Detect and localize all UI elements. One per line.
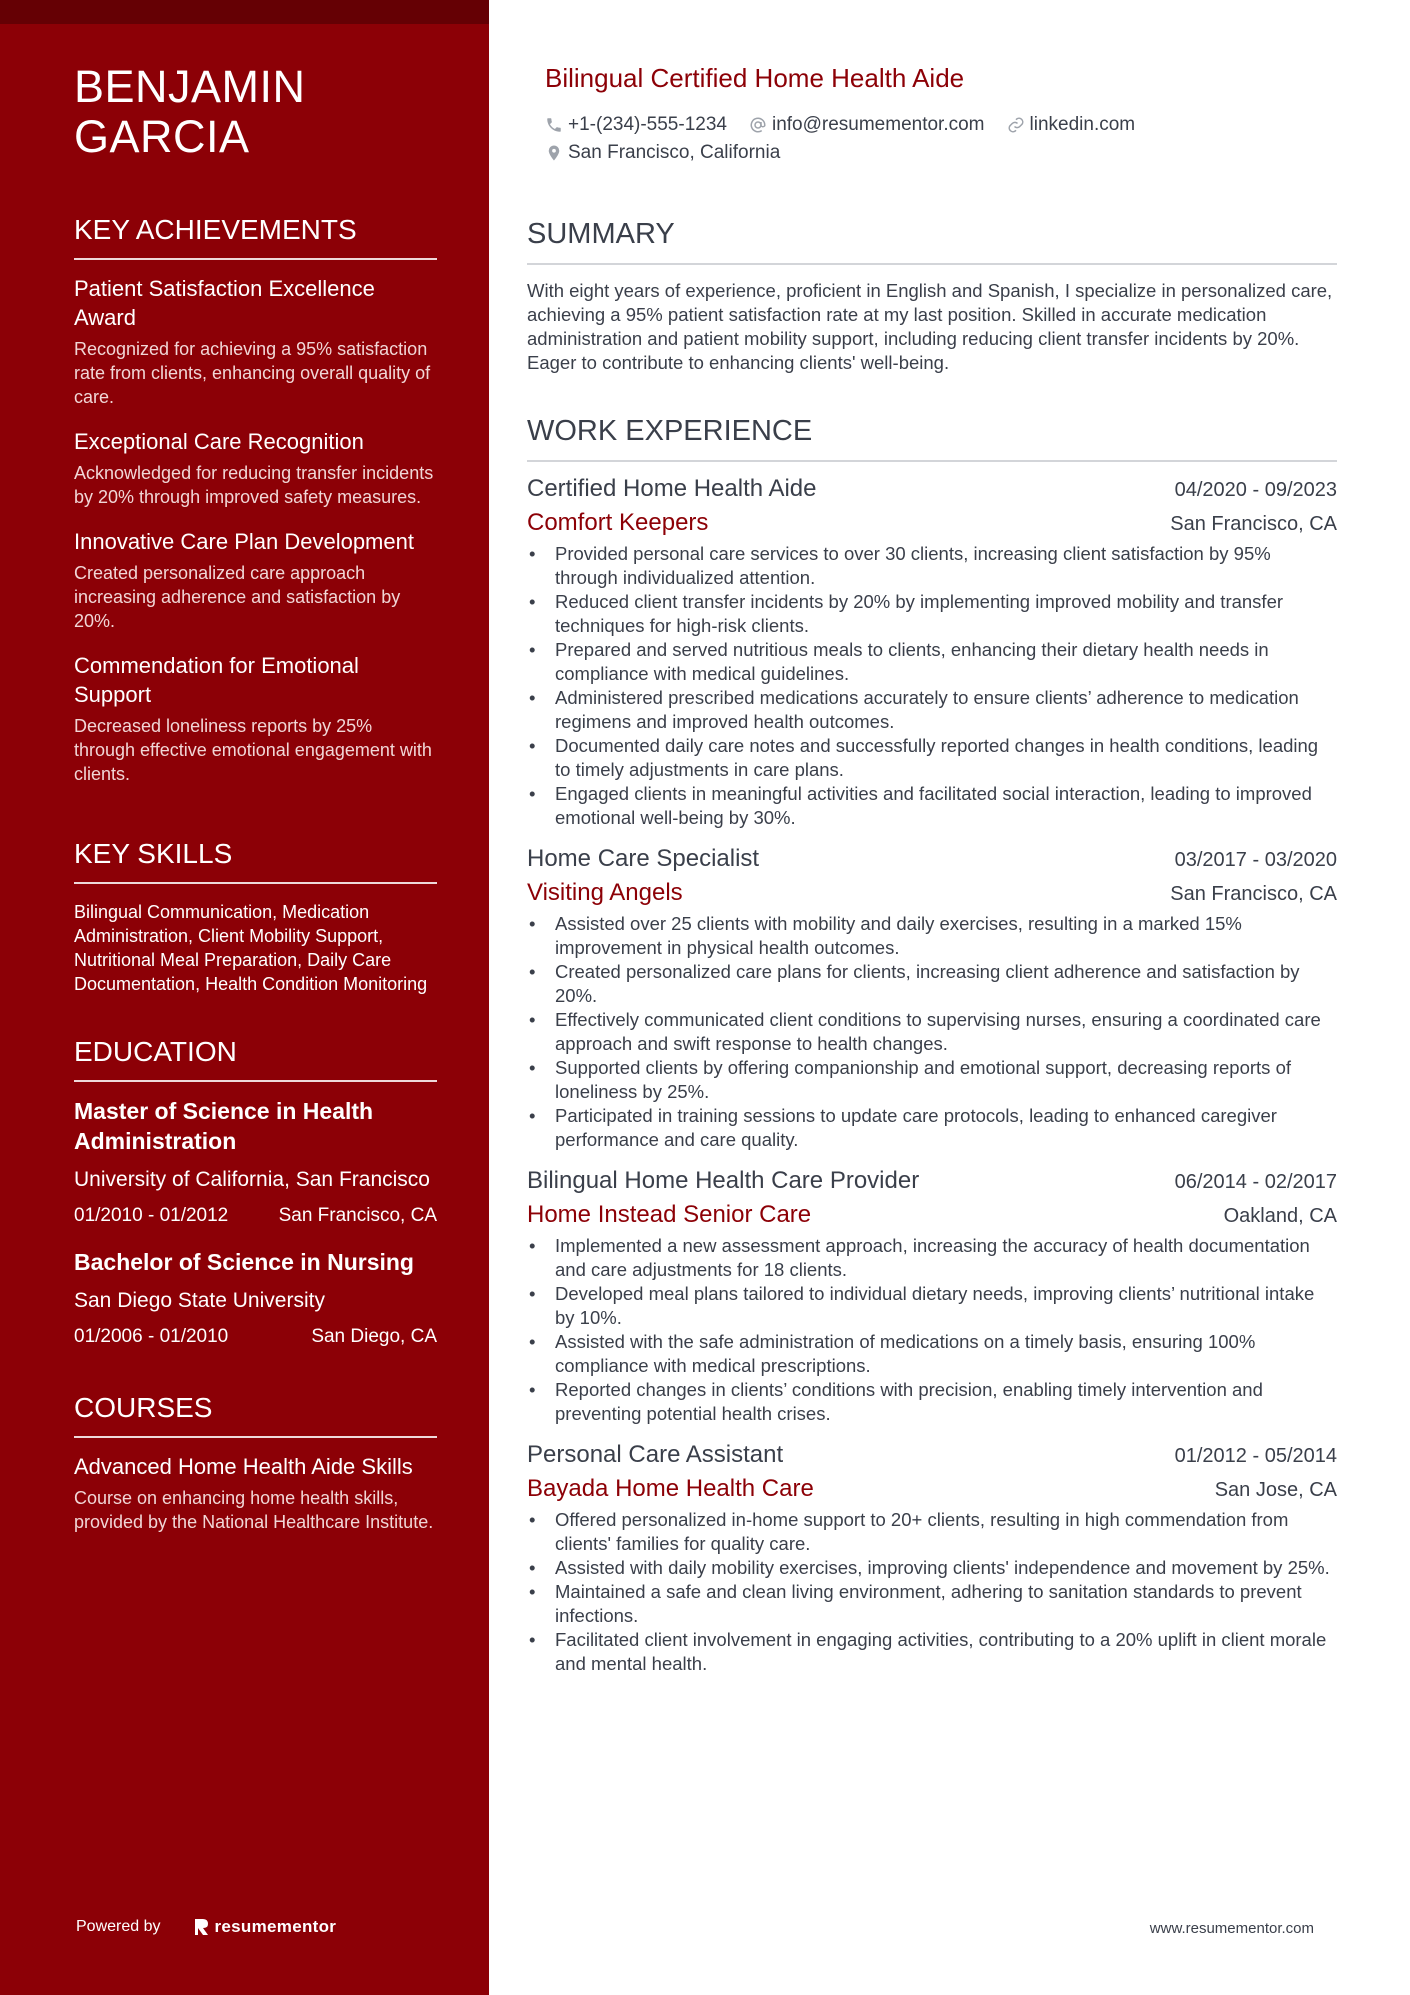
summary-heading: SUMMARY [527, 218, 1337, 265]
job-bullet: • Supported clients by offering companionship and emotional support, decreasing reports of loneliness by 25%. [527, 1056, 1337, 1104]
achievements-section [74, 214, 437, 786]
job-bullet: • Provided personal care services to over 30 clients, increasing client satisfaction by 95% through individualized attention. [527, 542, 1337, 590]
sidebar [0, 0, 489, 1995]
job-dates: 04/2020 - 09/2023 [1174, 479, 1337, 501]
job-dates: 01/2012 - 05/2014 [1174, 1445, 1337, 1467]
job-company: Visiting Angels [527, 879, 683, 906]
education-location: San Francisco, CA [278, 1205, 437, 1226]
job-title: Home Care Specialist [527, 845, 760, 872]
education-school: San Diego State University [74, 1289, 325, 1312]
job-bullet: • Engaged clients in meaningful activities and facilitated social interaction, leading to improved emotional well-being by 30%. [527, 782, 1337, 830]
skills-list: Bilingual Communication, Medication Administration, Client Mobility Support, Nutritional Meal Preparation, Daily Care Documentation, Health Condition Monitoring [74, 902, 428, 994]
job-bullet: • Assisted with daily mobility exercises, improving clients' independence and movement by 25%. [527, 1556, 1337, 1580]
course-item [74, 1452, 437, 1534]
job-bullet: • Administered prescribed medications accurately to ensure clients’ adherence to medication regimens and improved health outcomes. [527, 686, 1337, 734]
email-contact[interactable] [749, 114, 985, 136]
job-company: Comfort Keepers [527, 509, 709, 536]
job-location: San Francisco, CA [1170, 513, 1337, 535]
job-bullet: • Reduced client transfer incidents by 20% by implementing improved mobility and transfer techniques for high-risk clients. [527, 590, 1337, 638]
skills-heading: KEY SKILLS [74, 838, 437, 884]
education-item [74, 1096, 437, 1227]
job-bullets [527, 1234, 1337, 1426]
job-bullet: • Implemented a new assessment approach, increasing the accuracy of health documentation and care adjustments for 18 clients. [527, 1234, 1337, 1282]
achievement-item [74, 651, 437, 786]
job-location: San Francisco, CA [1170, 883, 1337, 905]
at-icon [749, 116, 767, 134]
job-bullets [527, 542, 1337, 830]
achievement-title: Commendation for Emotional Support [74, 653, 359, 707]
job-entry [527, 472, 1337, 830]
job-bullet: • Developed meal plans tailored to individual dietary needs, improving clients’ nutritional intake by 10%. [527, 1282, 1337, 1330]
achievement-title: Exceptional Care Recognition [74, 429, 364, 454]
education-item [74, 1247, 437, 1348]
achievements-heading: KEY ACHIEVEMENTS [74, 214, 437, 260]
education-dates: 01/2006 - 01/2010 [74, 1326, 229, 1347]
job-bullet: • Effectively communicated client conditions to supervising nurses, ensuring a coordinated care approach and swift response to health changes. [527, 1008, 1337, 1056]
job-bullet: • Reported changes in clients’ conditions with precision, enabling timely intervention and preventing potential health crises. [527, 1378, 1337, 1426]
first-name: BENJAMIN [74, 61, 306, 112]
education-degree: Bachelor of Science in Nursing [74, 1249, 414, 1275]
last-name: GARCIA [74, 111, 250, 162]
education-section [74, 1036, 437, 1348]
job-bullet: • Offered personalized in-home support to 20+ clients, resulting in high commendation from clients' families for quality care. [527, 1508, 1337, 1556]
powered-by [76, 1917, 336, 1937]
course-title: Advanced Home Health Aide Skills [74, 1454, 413, 1479]
job-bullet: • Assisted over 25 clients with mobility and daily exercises, resulting in a marked 15% improvement in physical health outcomes. [527, 912, 1337, 960]
education-meta [74, 1326, 437, 1348]
job-bullet: • Assisted with the safe administration of medications on a timely basis, ensuring 100% compliance with medical prescriptions. [527, 1330, 1337, 1378]
job-company: Home Instead Senior Care [527, 1201, 812, 1228]
education-dates: 01/2010 - 01/2012 [74, 1205, 229, 1226]
phone-icon [545, 116, 563, 134]
job-location: San Jose, CA [1214, 1479, 1337, 1501]
summary-section [527, 218, 1337, 375]
footer-url[interactable]: www.resumementor.com [1149, 1920, 1314, 1937]
email-text: info@resumementor.com [771, 114, 985, 135]
job-bullets [527, 912, 1337, 1152]
job-entry [527, 1164, 1337, 1426]
achievement-item [74, 427, 437, 509]
phone-contact[interactable] [545, 114, 727, 136]
achievement-title: Innovative Care Plan Development [74, 529, 414, 554]
achievement-desc: Acknowledged for reducing transfer incidents by 20% through improved safety measures. [74, 463, 434, 507]
job-bullet: • Prepared and served nutritious meals to clients, enhancing their dietary health needs in compliance with medical guidelines. [527, 638, 1337, 686]
job-bullet: • Documented daily care notes and successfully reported changes in health conditions, leading to timely adjustments in care plans. [527, 734, 1337, 782]
job-title: Certified Home Health Aide [527, 475, 817, 502]
work-experience-section [527, 415, 1337, 1676]
linkedin-text: linkedin.com [1029, 114, 1136, 135]
education-heading: EDUCATION [74, 1036, 437, 1082]
location-text: San Francisco, California [568, 142, 781, 163]
location-contact [545, 142, 780, 164]
linkedin-contact[interactable] [1007, 114, 1136, 136]
education-degree: Master of Science in Health Administration [74, 1098, 374, 1154]
job-company: Bayada Home Health Care [527, 1475, 814, 1502]
job-bullet: • Facilitated client involvement in engaging activities, contributing to a 20% uplift in client morale and mental health. [527, 1628, 1337, 1676]
achievement-desc: Recognized for achieving a 95% satisfaction rate from clients, enhancing overall quality of care. [74, 339, 431, 407]
brand-mark-icon [193, 1918, 209, 1936]
job-location: Oakland, CA [1223, 1205, 1337, 1227]
location-pin-icon [545, 144, 563, 162]
contact-info [545, 112, 1325, 166]
job-bullets [527, 1508, 1337, 1676]
job-bullet: • Created personalized care plans for clients, increasing client adherence and satisfaction by 20%. [527, 960, 1337, 1008]
job-headline: Bilingual Certified Home Health Aide [545, 63, 965, 93]
work-heading: WORK EXPERIENCE [527, 415, 1337, 462]
education-school: University of California, San Francisco [74, 1168, 430, 1191]
achievement-desc: Created personalized care approach increasing adherence and satisfaction by 20%. [74, 563, 401, 631]
brand-logo[interactable] [193, 1917, 337, 1937]
job-title: Personal Care Assistant [527, 1441, 784, 1468]
education-meta [74, 1205, 437, 1227]
achievement-item [74, 274, 437, 409]
job-bullet: • Participated in training sessions to update care protocols, leading to enhanced caregiver performance and care quality. [527, 1104, 1337, 1152]
skills-section [74, 838, 437, 996]
sidebar-top-bar [0, 0, 489, 24]
courses-section [74, 1392, 437, 1534]
course-desc: Course on enhancing home health skills, provided by the National Healthcare Institute. [74, 1488, 434, 1532]
job-dates: 03/2017 - 03/2020 [1174, 849, 1337, 871]
phone-text: +1-(234)-555-1234 [568, 114, 727, 135]
powered-by-label: Powered by [76, 1918, 161, 1935]
job-bullet: • Maintained a safe and clean living environment, adhering to sanitation standards to prevent infections. [527, 1580, 1337, 1628]
achievement-item [74, 527, 437, 633]
courses-heading: COURSES [74, 1392, 437, 1438]
candidate-name [74, 62, 437, 162]
job-title: Bilingual Home Health Care Provider [527, 1167, 920, 1194]
job-entry [527, 842, 1337, 1152]
education-location: San Diego, CA [311, 1326, 437, 1347]
summary-text: With eight years of experience, proficient in English and Spanish, I specialize in personalized care, achieving a 95% patient satisfaction rate at my last position. Skilled in accurate medication administration and patient mobility support, including reducing client transfer incidents by 20%. Eager to contribute to enhancing clients' well-being. [527, 280, 1333, 373]
job-entry [527, 1438, 1337, 1676]
brand-name: resumementor [214, 1917, 337, 1936]
job-dates: 06/2014 - 02/2017 [1174, 1171, 1337, 1193]
achievement-title: Patient Satisfaction Excellence Award [74, 276, 375, 330]
link-icon [1007, 116, 1025, 134]
achievement-desc: Decreased loneliness reports by 25% through effective emotional engagement with clients. [74, 716, 432, 784]
